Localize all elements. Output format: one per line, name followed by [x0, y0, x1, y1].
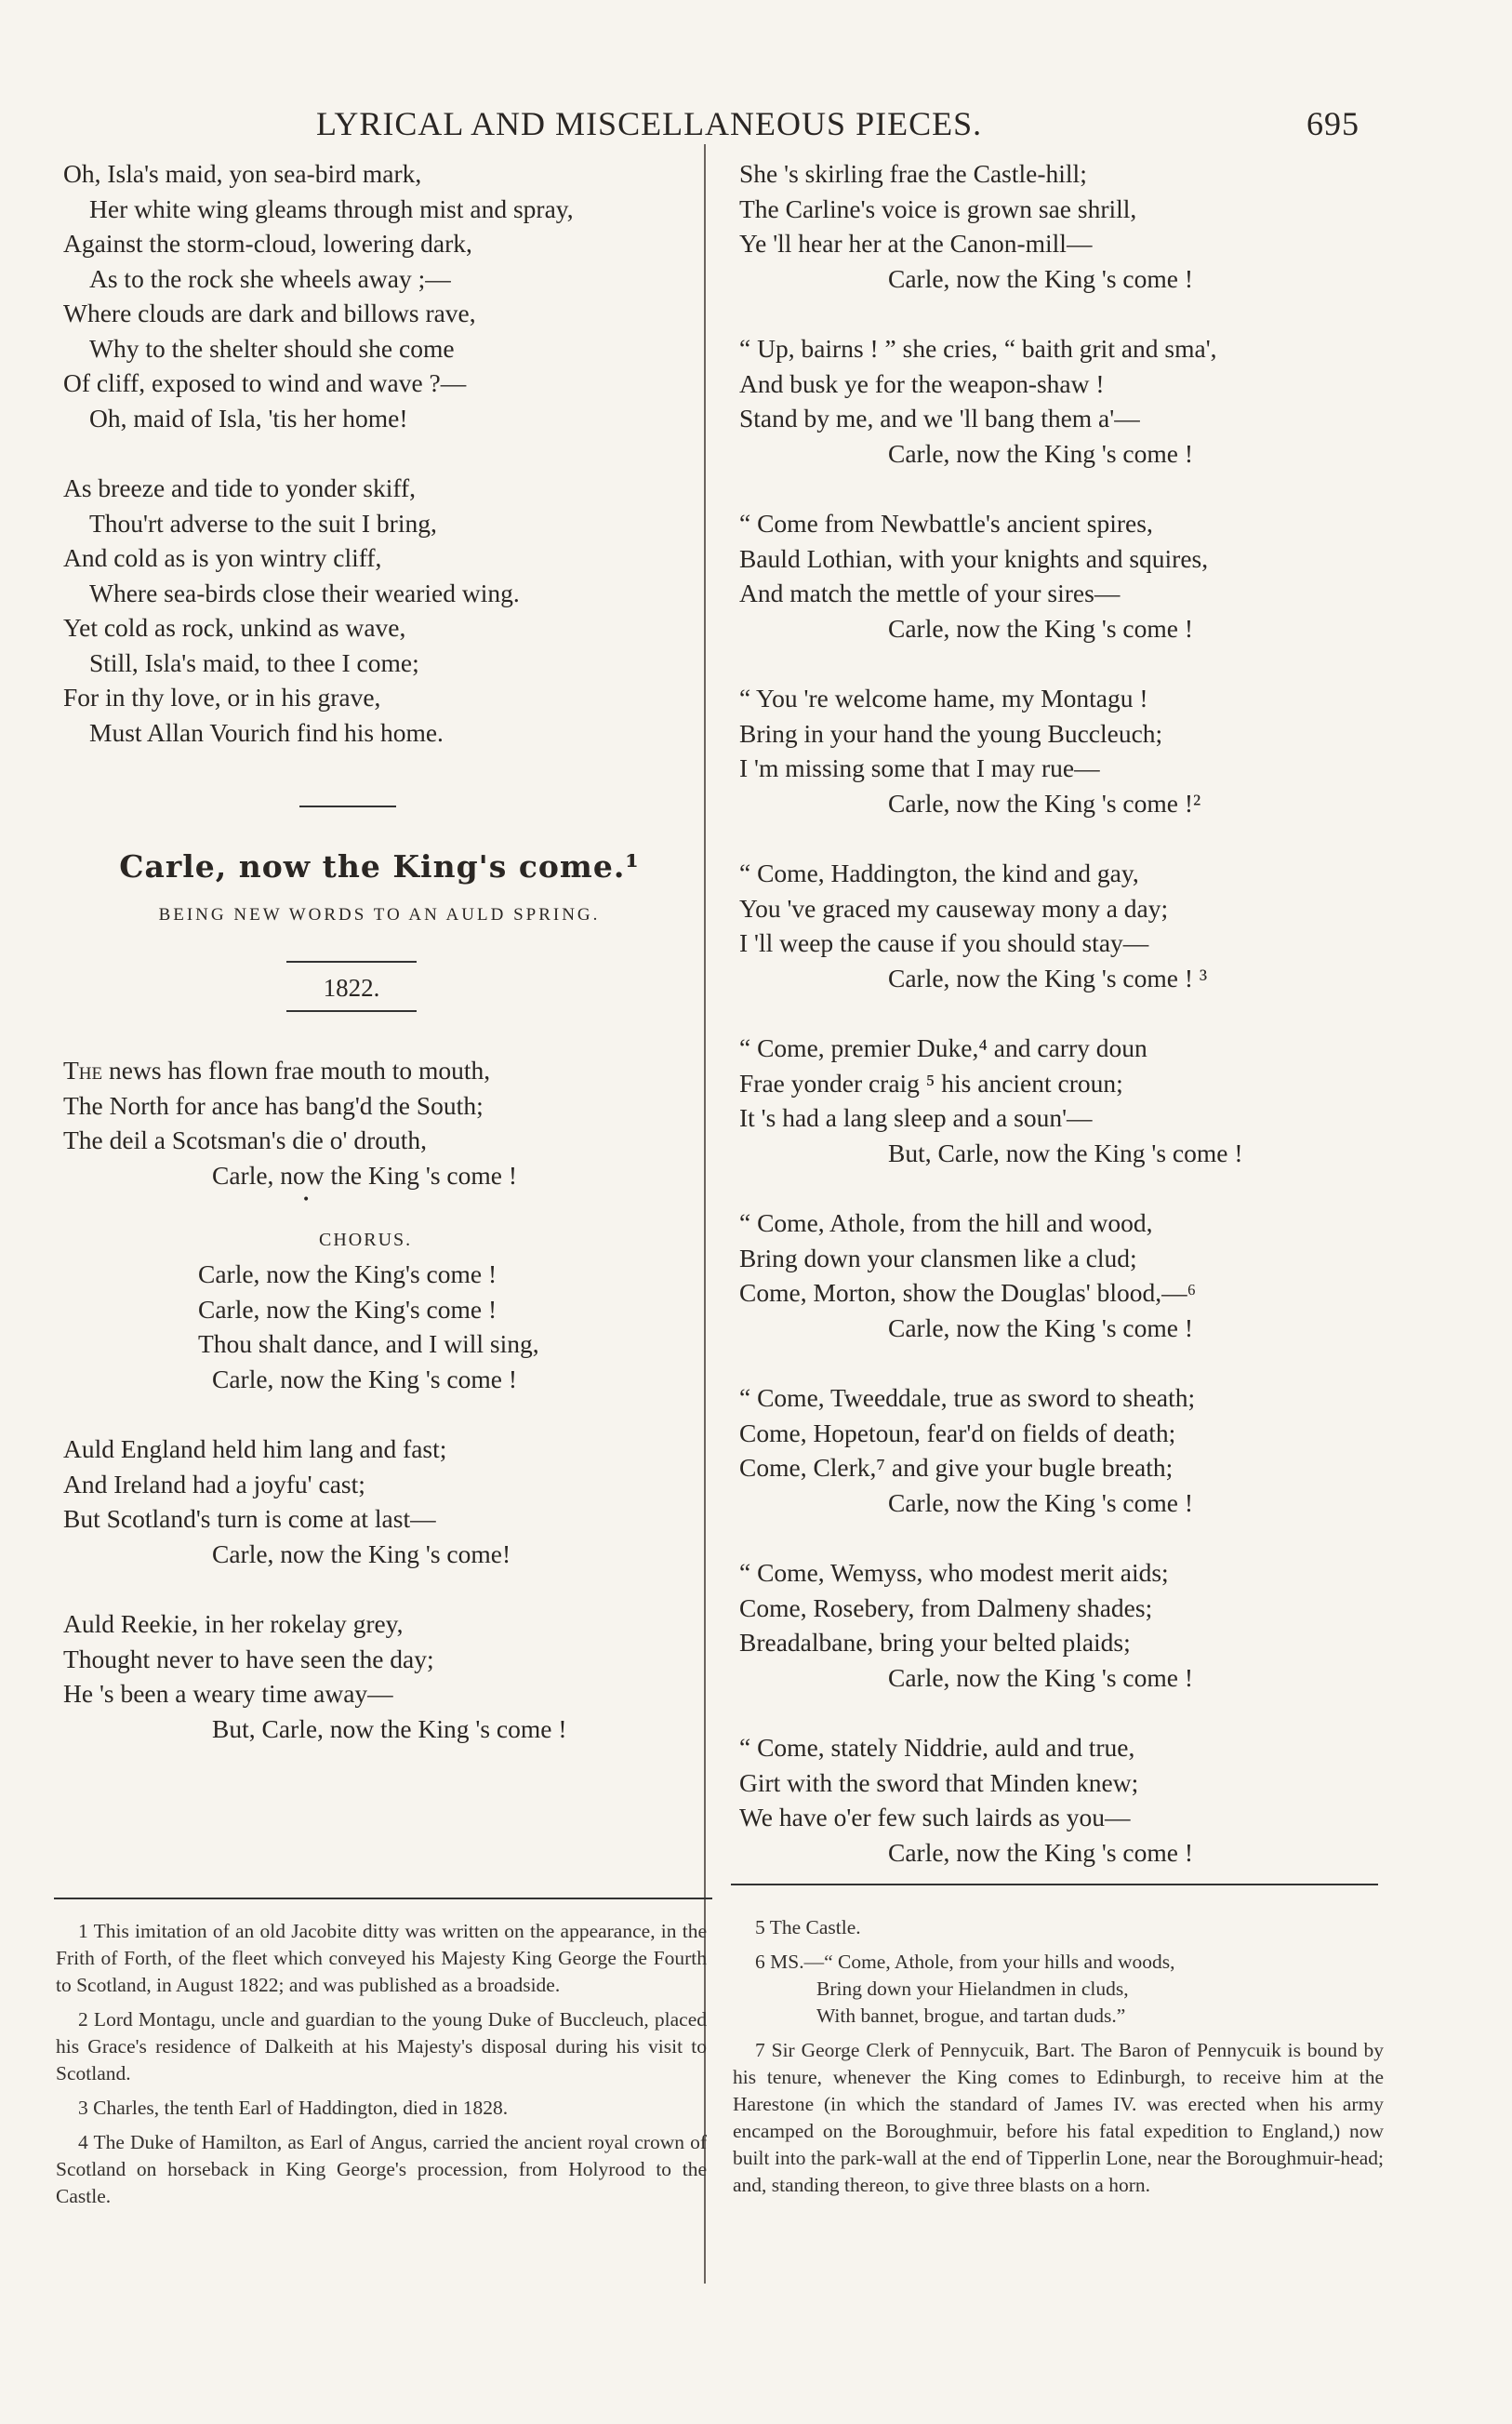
verse-line: And cold as is yon wintry cliff, — [63, 543, 382, 572]
footnote: 4 The Duke of Hamilton, as Earl of Angus, carried the ancient royal crown of Scotland on horseback in King George's procession, from Holyrood to the Castle. — [56, 2131, 707, 2207]
verse-line: “ Come, Athole, from the hill and wood, — [739, 1208, 1153, 1237]
stanza — [739, 331, 1390, 471]
stanza-gap — [739, 820, 1390, 856]
verse-line: Carle, now the King 's come! — [212, 1538, 511, 1568]
verse-line: And busk ye for the weapon-shaw ! — [739, 368, 1105, 398]
stanza — [63, 1606, 696, 1746]
verse-line: Come, Morton, show the Douglas' blood,—⁶ — [739, 1278, 1197, 1307]
stanza — [63, 1432, 696, 1571]
verse-line: “ Come, Wemyss, who modest merit aids; — [739, 1558, 1169, 1587]
poem-year: 1822. — [323, 974, 380, 1002]
verse-line: It 's had a lang sleep and a soun'— — [739, 1103, 1093, 1132]
footnote-7: 7 Sir George Clerk of Pennycuik, Bart. The Baron of Pennycuik is bound by his tenure, whenever the King comes to Edinburgh, to receive him at the Harestone (in which the standard of James IV. was erected when his army encamped on the Boroughmuir, before his fatal expedition to England,) now built into the park-wall at the end of Tipperlin Lone, near the Boroughmuir-head; and, standing thereon, to give three blasts on a horn. — [733, 2039, 1384, 2196]
footnote-6-quote — [733, 1976, 1384, 2030]
verse-line: Bring in your hand the young Buccleuch; — [739, 718, 1163, 748]
footnote-quote-line: Bring down your Hielandmen in cluds, — [816, 1978, 1129, 2000]
verse-line: “ Come, stately Niddrie, auld and true, — [739, 1733, 1135, 1762]
verse-line: Thou shalt dance, and I will sing, — [198, 1329, 539, 1358]
chorus-label: CHORUS. — [319, 1230, 413, 1250]
poem-title: Carle, now the King's come.¹ — [119, 848, 640, 885]
verse-line: Breadalbane, bring your belted plaids; — [739, 1628, 1131, 1657]
verse-line: Carle, now the King 's come ! — [888, 1312, 1193, 1342]
page-number: 695 — [1306, 105, 1359, 142]
footnote: 3 Charles, the tenth Earl of Haddington, died in 1828. — [78, 2097, 509, 2119]
poem-isla-stanzas — [63, 156, 696, 750]
verse-line: Carle, now the King's come ! — [198, 1259, 497, 1288]
verse-line: Carle, now the King 's come ! — [212, 1364, 517, 1393]
verse-line: Carle, now the King 's come ! — [888, 1662, 1193, 1692]
verse-line: And Ireland had a joyfu' cast; — [63, 1469, 365, 1498]
stanzas-after-chorus — [63, 1396, 696, 1746]
stanza — [739, 1205, 1390, 1345]
verse-line: “ Come from Newbattle's ancient spires, — [739, 509, 1153, 538]
verse-line: She 's skirling frae the Castle-hill; — [739, 159, 1087, 188]
verse-line: Still, Isla's maid, to thee I come; — [89, 647, 419, 677]
stanza — [739, 856, 1390, 995]
verse-line: Carle, now the King 's come ! — [888, 1487, 1193, 1517]
stanza — [739, 681, 1390, 820]
verse-line: “ You 're welcome hame, my Montagu ! — [739, 684, 1148, 713]
stanza-gap — [739, 1695, 1390, 1730]
footnotes-right — [733, 1914, 1384, 2206]
footnote-rule-right — [731, 1884, 1378, 1885]
verse-line: I 'll weep the cause if you should stay— — [739, 928, 1149, 957]
verse-line: Carle, now the King 's come ! ³ — [888, 963, 1208, 992]
stanza — [739, 1031, 1390, 1170]
verse-line: Carle, now the King 's come !² — [888, 788, 1201, 818]
verse-line: But Scotland's turn is come at last— — [63, 1504, 436, 1533]
verse-line: Come, Hopetoun, fear'd on fields of death; — [739, 1418, 1176, 1447]
drop-word: The — [63, 1056, 103, 1085]
stanza-1 — [63, 1088, 696, 1193]
footnote: 2 Lord Montagu, uncle and guardian to the young Duke of Buccleuch, placed his Grace's residence of Dalkeith at his Majesty's disposal during his visit to Scotland. — [56, 2008, 707, 2084]
footnote-5: 5 The Castle. — [755, 1916, 861, 1938]
stanza — [739, 1555, 1390, 1695]
verse-line: But, Carle, now the King 's come ! — [888, 1138, 1243, 1167]
verse-line: For in thy love, or in his grave, — [63, 683, 381, 712]
verse-line: Carle, now the King's come ! — [198, 1294, 497, 1324]
verse-line: Where clouds are dark and billows rave, — [63, 299, 476, 327]
right-stanzas — [739, 156, 1390, 1870]
poem-year-box — [286, 961, 417, 1012]
chorus — [63, 1257, 696, 1396]
stray-mark: • — [302, 1192, 311, 1207]
verse-line: Of cliff, exposed to wind and wave ?— — [63, 368, 467, 397]
verse-line: Where sea-birds close their wearied wing. — [89, 578, 520, 607]
verse-line: “ Come, Tweeddale, true as sword to sheath; — [739, 1383, 1196, 1412]
verse-line: As to the rock she wheels away ;— — [89, 263, 451, 293]
verse-line: Thought never to have seen the day; — [63, 1644, 434, 1673]
section-separator — [299, 806, 396, 807]
verse-line: Oh, Isla's maid, yon sea-bird mark, — [63, 159, 422, 188]
verse-line: Carle, now the King 's come ! — [888, 1837, 1193, 1867]
stanza-gap — [739, 646, 1390, 681]
verse-line: But, Carle, now the King 's come ! — [212, 1713, 567, 1743]
verse-line — [63, 1053, 696, 1088]
verse-line: “ Come, Haddington, the kind and gay, — [739, 859, 1139, 887]
stanza — [739, 156, 1390, 296]
stanza-gap — [739, 995, 1390, 1031]
verse-line: Ye 'll hear her at the Canon-mill— — [739, 229, 1093, 258]
verse-line: Oh, maid of Isla, 'tis her home! — [89, 403, 408, 433]
verse-line: Carle, now the King 's come ! — [212, 1160, 517, 1190]
stanza-gap — [63, 1571, 696, 1606]
running-title: LYRICAL AND MISCELLANEOUS PIECES. — [316, 105, 983, 142]
verse-line: Thou'rt adverse to the suit I bring, — [89, 508, 437, 538]
verse-line: Carle, now the King 's come ! — [888, 263, 1193, 293]
verse-line: Bauld Lothian, with your knights and squires, — [739, 543, 1209, 573]
verse-line: You 've graced my causeway mony a day; — [739, 893, 1169, 923]
verse-line: Auld England held him lang and fast; — [63, 1434, 447, 1463]
right-column — [739, 156, 1390, 1870]
verse-line: Her white wing gleams through mist and spray, — [89, 193, 574, 223]
verse-line: Frae yonder craig ⁵ his ancient croun; — [739, 1068, 1123, 1098]
stanza — [63, 471, 696, 750]
verse-line: Stand by me, and we 'll bang them a'— — [739, 404, 1140, 433]
stanza — [63, 156, 696, 435]
verse-line: Why to the shelter should she come — [89, 333, 455, 363]
poem-subtitle: BEING NEW WORDS TO AN AULD SPRING. — [158, 905, 601, 925]
stanza — [739, 506, 1390, 646]
verse-line: The Carline's voice is grown sae shrill, — [739, 193, 1137, 223]
verse-line: And match the mettle of your sires— — [739, 579, 1121, 607]
stanza-gap — [63, 1396, 696, 1432]
verse-line: Carle, now the King 's come ! — [888, 438, 1193, 468]
verse-line: As breeze and tide to yonder skiff, — [63, 473, 417, 502]
verse-line: Bring down your clansmen like a clud; — [739, 1243, 1137, 1272]
verse-line: I 'm missing some that I may rue— — [739, 753, 1100, 782]
stanza-gap — [739, 471, 1390, 506]
verse-line: Yet cold as rock, unkind as wave, — [63, 613, 406, 642]
footnote-quote-line: With bannet, brogue, and tartan duds.” — [816, 2004, 1126, 2027]
footnote: 1 This imitation of an old Jacobite ditty was written on the appearance, in the Frith of Forth, of the fleet which conveyed his Majesty King George the Fourth to Scotland, in August 1822; and was published as a broadside. — [56, 1920, 707, 1996]
verse-line: “ Up, bairns ! ” she cries, “ baith grit and sma', — [739, 334, 1217, 363]
verse-line: The deil a Scotsman's die o' drouth, — [63, 1125, 428, 1154]
verse-line: Against the storm-cloud, lowering dark, — [63, 229, 472, 258]
stanza-gap — [739, 1520, 1390, 1555]
verse-line: “ Come, premier Duke,⁴ and carry doun — [739, 1033, 1147, 1062]
verse-line: He 's been a weary time away— — [63, 1679, 393, 1708]
stanza — [739, 1730, 1390, 1870]
stanza-gap — [63, 435, 696, 471]
stanza-gap — [739, 1170, 1390, 1205]
verse-line: Must Allan Vourich find his home. — [89, 717, 444, 747]
verse-line: Auld Reekie, in her rokelay grey, — [63, 1609, 404, 1638]
stanza-gap — [739, 1345, 1390, 1380]
footnote-6: 6 MS.—“ Come, Athole, from your hills and woods, — [755, 1951, 1175, 1973]
verse-line: The North for ance has bang'd the South; — [63, 1090, 484, 1120]
footnote-rule-left — [54, 1898, 712, 1899]
stanza-gap — [739, 296, 1390, 331]
verse-line: We have o'er few such lairds as you— — [739, 1803, 1131, 1831]
verse-line: Come, Clerk,⁷ and give your bugle breath; — [739, 1453, 1174, 1482]
left-column — [63, 156, 696, 1746]
verse-line: Carle, now the King 's come ! — [888, 613, 1193, 643]
verse-line: Girt with the sword that Minden knew; — [739, 1767, 1139, 1797]
verse-line: Come, Rosebery, from Dalmeny shades; — [739, 1592, 1153, 1622]
stanza — [739, 1380, 1390, 1520]
first-line-rest: news has flown frae mouth to mouth, — [102, 1056, 491, 1085]
footnotes-left — [56, 1918, 707, 2218]
